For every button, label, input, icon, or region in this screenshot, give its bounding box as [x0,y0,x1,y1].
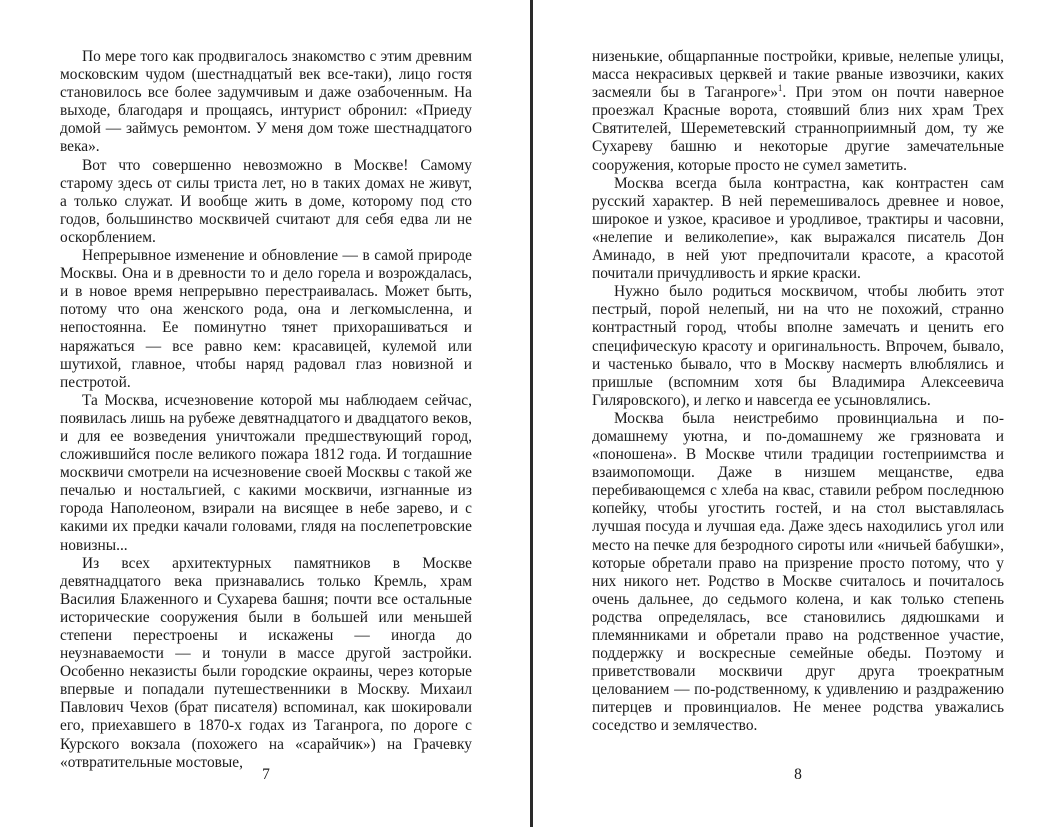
left-paragraph-5: Из всех архитектурных памятников в Москве девятнадцатого века признавались только Кремль, храм Василия Блаженного и Сухарева башня; почти все остальные исторические сооружения были в большей или меньшей степени перестроены и искажены — иногда до неузнаваемости — и тонули в массе другой застройки. Особенно неказисты были городские окраины, через которые впервые и попадали путешественники в Москву. Михаил Павлович Чехов (брат писателя) вспоминал, как шокировали его, приехавшего в 1870-х годах из Таганрога, по дороге с Курского вокзала (похожего на «сарайчик») на Грачевку «отвратительные мостовые, [60,554,472,771]
left-page [60,48,472,772]
right-paragraph-2: Нужно было родиться москвичом, чтобы любить этот пестрый, порой нелепый, ни на что не похожий, странно контрастный город, чтобы вполне замечать и ценить его специфическую красоту и оригинальность. Впрочем, бывало, и частенько бывало, что в Москву насмерть влюблялись и пришлые (вспомним хотя бы Владимира Алексеевича Гиляровского), и легко и навсегда ее усыновлялись. [592,283,1004,409]
left-paragraph-1: По мере того как продвигалось знакомство с этим древним московским чудом (шестнадцатый век все-таки), лицо гостя становилось все более задумчивым и даже озабоченным. На выходе, благодаря и прощаясь, интурист обронил: «Приеду домой — займусь ремонтом. У меня дом тоже шестнадцатого века». [60,48,472,156]
right-continuation-paragraph [592,48,1004,175]
left-paragraph-4: Та Москва, исчезновение которой мы наблюдаем сейчас, появилась лишь на рубеже девятнадцатого и двадцатого веков, и для ее возведения уничтожали предшествующий город, сложившийся после великого пожара 1812 года. И тогдашние москвичи смотрели на исчезновение своей Москвы с такой же печалью и ностальгией, с какими москвичи, изгнанные из города Наполеоном, взирали на висящее в небе зарево, и с какими их предки качали головами, глядя на послепетровские новизны... [60,391,472,554]
book-gutter-divider [530,0,533,827]
right-page-number: 8 [794,766,802,783]
right-page [592,48,1004,736]
left-paragraph-3: Непрерывное изменение и обновление — в самой природе Москвы. Она и в древности то и дело горела и возрождалась, и в новое время непрерывно перестраивалась. Может быть, потому что она женского рода, она и легкомысленна, и непостоянна. Ее поминутно тянет прихорашиваться и наряжаться — все равно кем: красавицей, кулемой или шутихой, главное, чтобы наряд радовал глаз новизной и пестротой. [60,247,472,391]
left-paragraph-2: Вот что совершенно невозможно в Москве! Самому старому здесь от силы триста лет, но в таких домах не живут, а только служат. И вообще жить в доме, которому под сто годов, большинство москвичей считают для себя едва ли не оскорблением. [60,156,472,246]
continuation-text-before-note: низенькие, общарпанные постройки, кривые, нелепые улицы, масса некрасивых церквей и такие рваные извозчики, каких засмеяли бы в Таганроге» [592,48,1004,102]
right-paragraph-3: Москва была неистребимо провинциальна и по-домашнему уютна, и по-домашнему же грязновата и «поношена». В Москве чтили традиции гостеприимства и взаимопомощи. Даже в низшем мещанстве, едва перебивающемся с хлеба на квас, ставили ребром последнюю копейку, чтобы угостить гостей, и на стол выставлялась лучшая посуда и лучшая еда. Даже здесь находились угол или место на печке для безродного сироты или «ничьей бабушки», которые обретали право на призрение просто потому, что у них никого нет. Родство в Москве считалось и почиталось очень дальнее, до седьмого колена, и как только степень родства определялась, все становились дядюшками и племянниками и обретали право на родственное участие, поддержку и воскресные семейные обеды. Поэтому и приветствовали москвичи друг друга троекратным целованием — по-родственному, к удивлению и раздражению питерцев и провинциалов. Не менее родства уважались соседство и землячество. [592,409,1004,735]
footnote-marker: 1 [777,83,783,94]
continuation-text-after-note: . При этом он почти наверное проезжал Красные ворота, стоявший близ них храм Трех Святителей, Шереметевский странноприимный дом, ту же Сухареву башню и некоторые другие замечательные сооружения, которые просто не сумел заметить. [592,84,1004,174]
right-paragraph-1: Москва всегда была контрастна, как контрастен сам русский характер. В ней перемешивалось древнее и новое, широкое и узкое, красивое и уродливое, трактиры и часовни, «нелепие и великолепие», как выражался писатель Дон Аминадо, в ней уют предпочитали красоте, а красотой почитали причудливость и яркие краски. [592,174,1004,283]
left-page-number: 7 [262,766,270,783]
